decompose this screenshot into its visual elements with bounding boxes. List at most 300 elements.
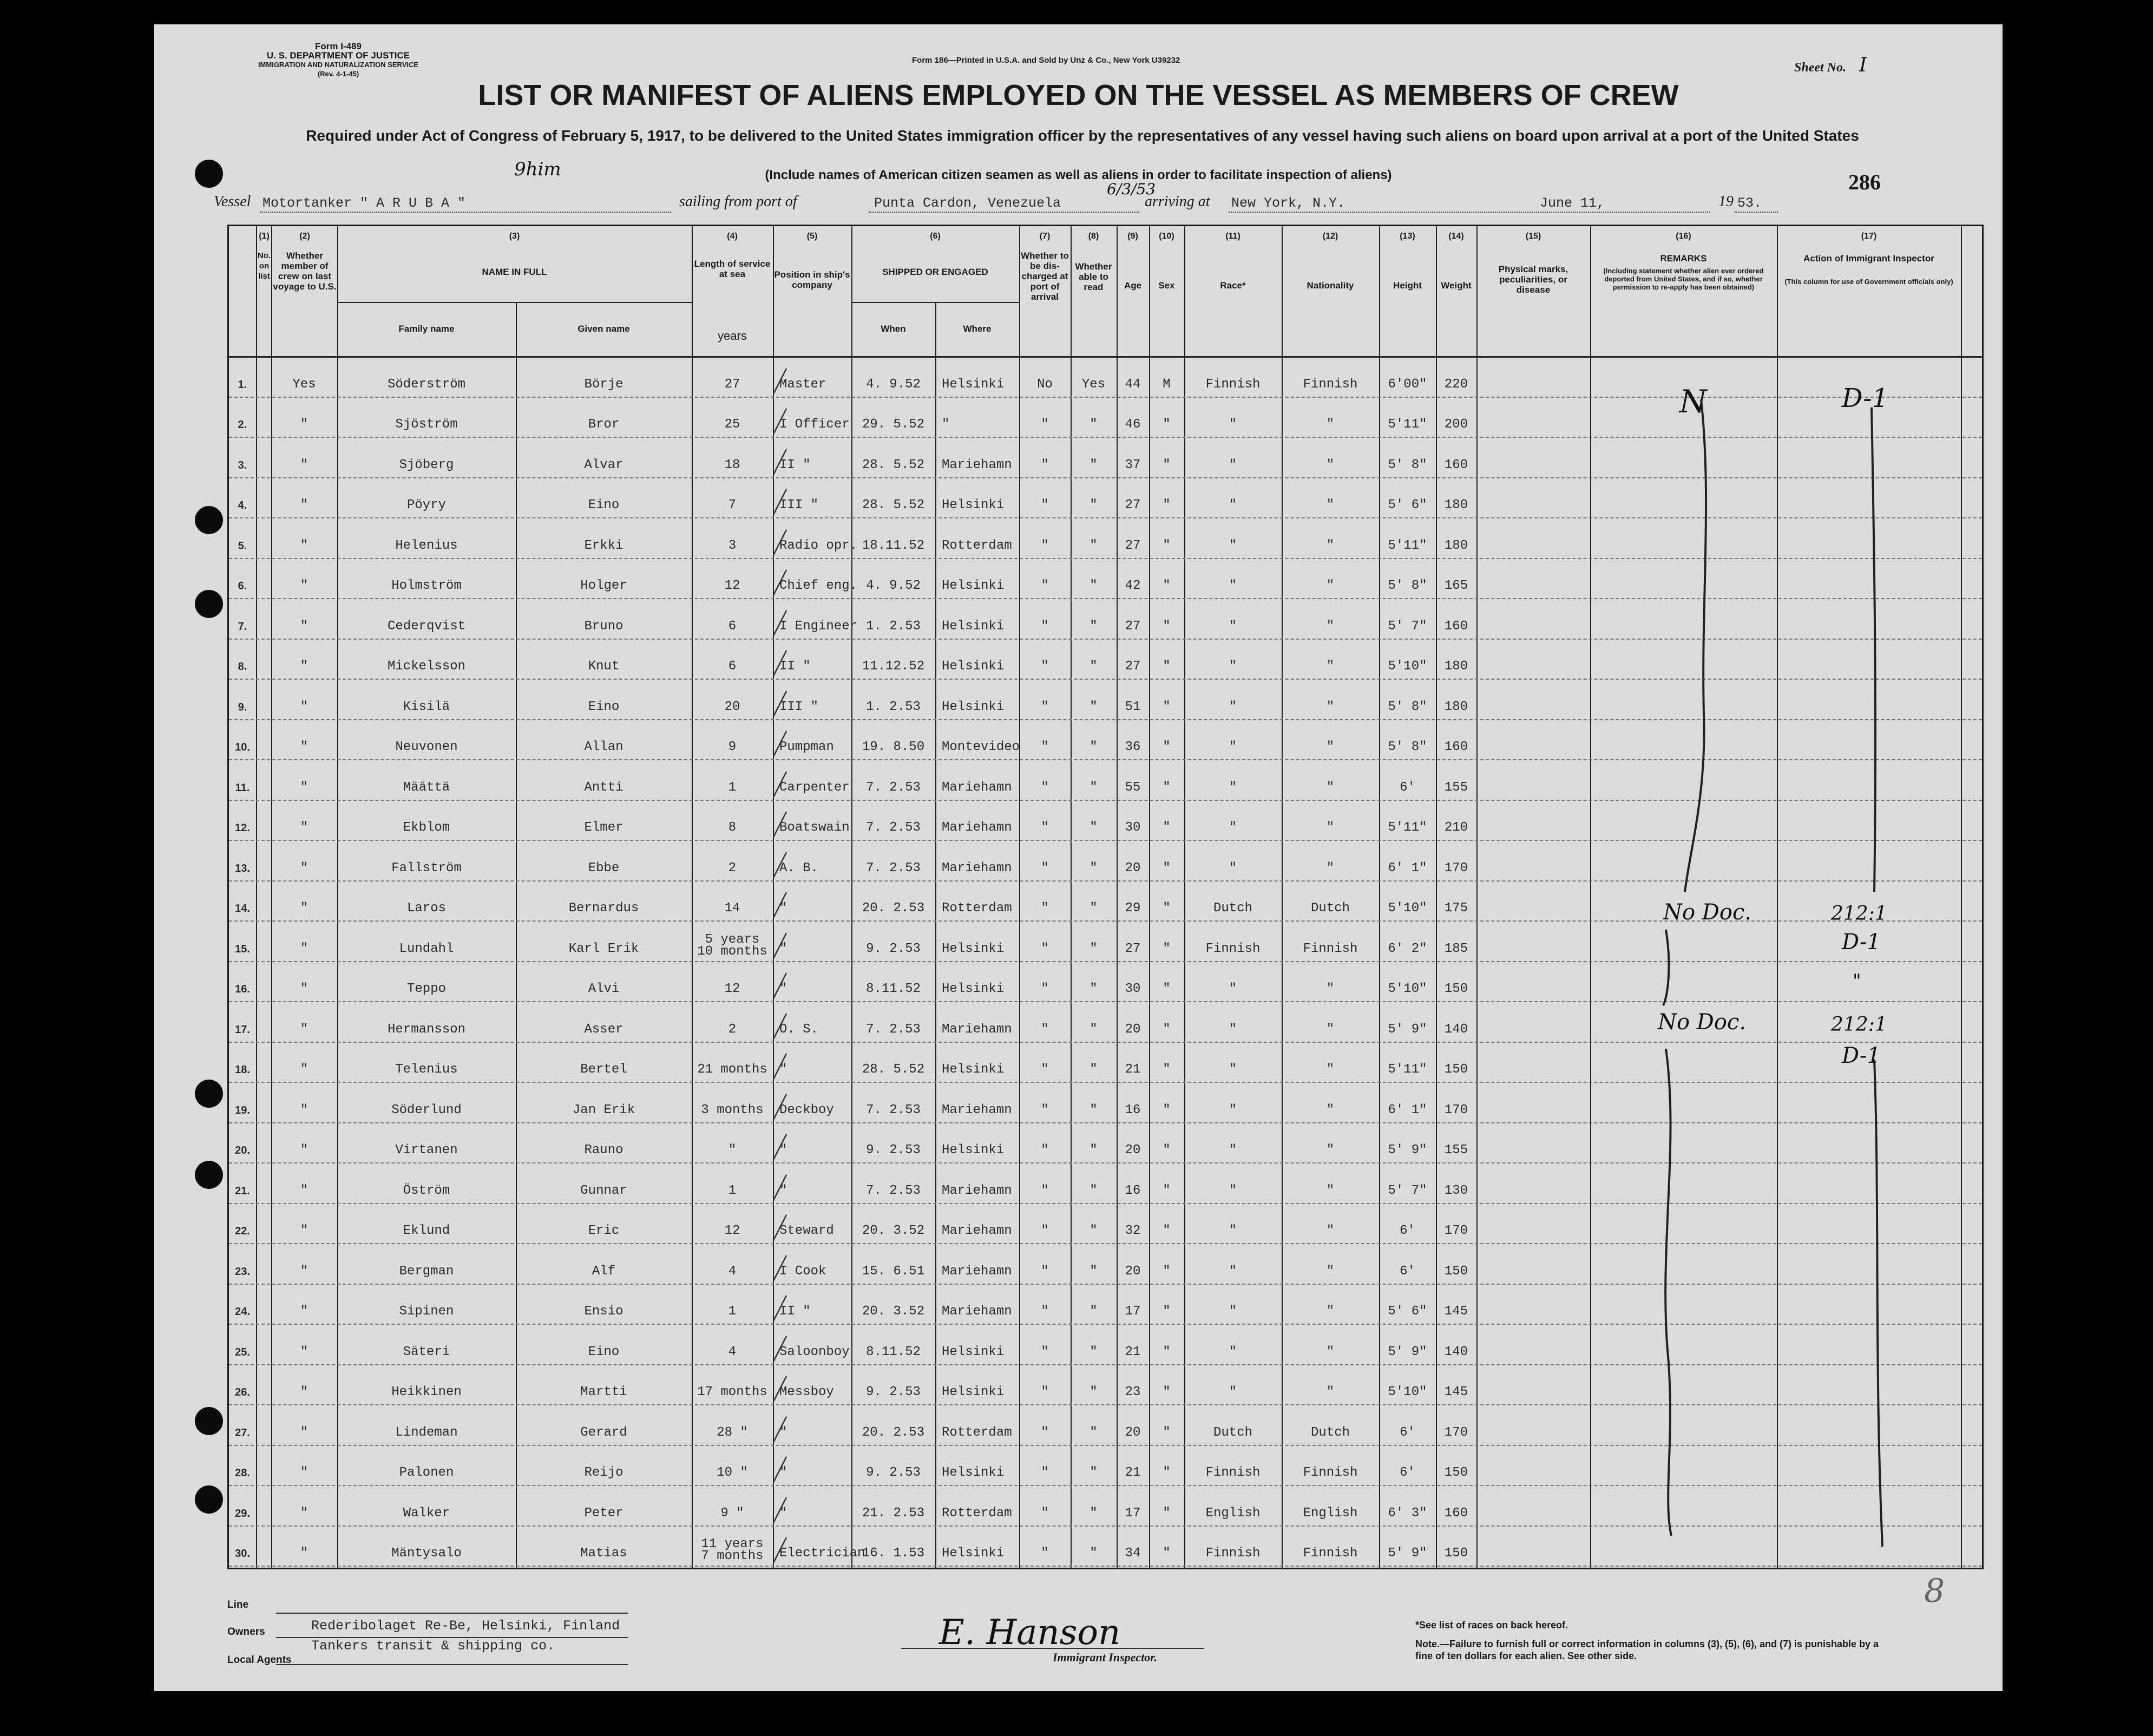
cell-race: " <box>1229 1385 1237 1399</box>
cell-weight: 145 <box>1444 1385 1468 1399</box>
cell-service: 3 <box>728 538 737 553</box>
cell-disch: " <box>1041 619 1049 634</box>
cell-read: " <box>1089 1505 1098 1521</box>
races-note: *See list of races on back hereof. <box>1415 1620 1568 1630</box>
cell-nat: Finnish <box>1303 377 1358 392</box>
cell-disch: " <box>1041 1425 1049 1440</box>
cell-position: " <box>779 1505 787 1521</box>
cell-given: Allan <box>584 740 623 754</box>
cell-age: 46 <box>1125 417 1141 432</box>
cell-family: Söderlund <box>391 1102 462 1117</box>
cell-weight: 150 <box>1444 1465 1468 1480</box>
cell-height: 5' 7" <box>1388 619 1427 634</box>
col-9-num: (9) <box>1127 232 1138 241</box>
col-13-num: (13) <box>1400 232 1415 241</box>
cell-prev: " <box>300 1224 308 1238</box>
cell-age: 23 <box>1125 1385 1141 1399</box>
cell-sex: " <box>1163 417 1171 432</box>
cell-weight: 160 <box>1444 1505 1468 1521</box>
col-14-num: (14) <box>1448 232 1464 241</box>
col-8-label: Whether able to read <box>1075 261 1112 292</box>
cell-read: " <box>1089 1062 1098 1077</box>
cell-where: Mariehamn <box>942 1102 1012 1117</box>
cell-service: 6 <box>728 659 737 674</box>
cell-race: " <box>1229 780 1237 795</box>
cell-weight: 175 <box>1444 901 1468 916</box>
cell-read: " <box>1089 699 1098 714</box>
cell-position: " <box>779 1062 787 1077</box>
act-statement: Required under Act of Congress of February 5, 1917, to be delivered to the United States immigration officer by the representatives of any vessel having such aliens on board upon arrival at a port of the United States <box>306 127 1859 144</box>
cell-race: " <box>1229 538 1237 553</box>
cell-position: Master <box>779 377 826 392</box>
cell-weight: 150 <box>1444 1062 1468 1077</box>
cell-height: 6' <box>1400 1465 1415 1480</box>
hand-drawn-lines <box>229 226 1982 1568</box>
cell-position: " <box>779 941 787 956</box>
cell-family: Mäntysalo <box>391 1546 462 1561</box>
cell-nat: " <box>1326 860 1335 876</box>
cell-disch: " <box>1041 1224 1049 1238</box>
cell-no: 8. <box>238 661 247 673</box>
cell-family: Laros <box>406 901 446 916</box>
cell-age: 51 <box>1125 699 1141 714</box>
col-9-label: Age <box>1124 280 1142 291</box>
printer-note: Form 186—Printed in U.S.A. and Sold by Unz & Co., New York U39232 <box>912 56 1180 65</box>
cell-no: 21. <box>235 1185 250 1197</box>
col-10-num: (10) <box>1159 232 1174 241</box>
cell-race: " <box>1229 1264 1237 1279</box>
cell-sex: " <box>1163 901 1171 916</box>
cell-prev: " <box>300 1183 308 1198</box>
cell-when: 4. 9.52 <box>866 377 921 392</box>
cell-race: " <box>1229 982 1237 996</box>
hand-action-row-14: 212:1 <box>1831 903 1887 925</box>
footer-rule <box>276 1637 628 1638</box>
cell-prev: " <box>300 1425 308 1440</box>
cell-when: 18.11.52 <box>862 538 925 553</box>
cell-service: 27 <box>724 377 740 392</box>
cell-when: 7. 2.53 <box>866 1102 921 1117</box>
handwritten-initial: 9him <box>514 159 561 180</box>
cell-no: 7. <box>238 620 247 633</box>
cell-race: " <box>1229 417 1237 432</box>
cell-when: 28. 5.52 <box>862 1062 925 1077</box>
cell-age: 44 <box>1125 377 1141 392</box>
cell-where: Rotterdam <box>942 538 1012 553</box>
vessel-label: Vessel <box>214 193 251 210</box>
cell-position: II " <box>779 659 811 674</box>
cell-disch: " <box>1041 538 1049 553</box>
cell-sex: " <box>1163 860 1171 876</box>
cell-read: " <box>1089 1465 1098 1480</box>
cell-sex: " <box>1163 1143 1171 1158</box>
cell-weight: 170 <box>1444 1425 1468 1440</box>
cell-when: 7. 2.53 <box>866 1022 921 1037</box>
cell-when: 9. 2.53 <box>866 1385 921 1399</box>
cell-weight: 165 <box>1444 578 1468 593</box>
cell-sex: " <box>1163 1385 1171 1399</box>
cell-when: 1. 2.53 <box>866 699 921 714</box>
cell-nat: " <box>1326 982 1335 996</box>
cell-race: " <box>1229 457 1237 472</box>
cell-given: Rauno <box>584 1143 623 1158</box>
cell-age: 20 <box>1125 1264 1141 1279</box>
cell-where: Rotterdam <box>942 1425 1012 1440</box>
cell-age: 42 <box>1125 578 1141 593</box>
cell-when: 11.12.52 <box>862 659 925 674</box>
cell-where: Rotterdam <box>942 1505 1012 1521</box>
cell-family: Öström <box>403 1183 450 1198</box>
cell-given: Holger <box>580 578 627 593</box>
cell-weight: 180 <box>1444 498 1468 512</box>
cell-when: 20. 3.52 <box>862 1224 925 1238</box>
cell-nat: " <box>1326 417 1335 432</box>
cell-sex: " <box>1163 1546 1171 1561</box>
cell-service: 11 years 7 months <box>701 1537 764 1563</box>
cell-when: 4. 9.52 <box>866 578 921 593</box>
cell-sex: M <box>1163 377 1171 392</box>
cell-prev: " <box>300 740 308 754</box>
cell-when: 16. 1.53 <box>862 1546 925 1561</box>
cell-read: " <box>1089 619 1098 634</box>
cell-when: 28. 5.52 <box>862 457 925 472</box>
year-value: 53. <box>1737 195 1762 211</box>
cell-given: Reijo <box>584 1465 623 1480</box>
cell-nat: " <box>1326 457 1335 472</box>
cell-family: Bergman <box>399 1264 454 1279</box>
cell-no: 22. <box>235 1225 250 1237</box>
cell-nat: " <box>1326 1143 1335 1158</box>
cell-service: 4 <box>728 1264 737 1279</box>
cell-prev: " <box>300 1465 308 1480</box>
cell-where: Mariehamn <box>942 860 1012 876</box>
cell-no: 29. <box>235 1507 250 1520</box>
cell-nat: " <box>1326 1183 1335 1198</box>
cell-when: 7. 2.53 <box>866 780 921 795</box>
cell-prev: " <box>300 457 308 472</box>
col-5-label: Position in ship's company <box>774 269 850 290</box>
col-12-num: (12) <box>1322 232 1338 241</box>
cell-where: Mariehamn <box>942 1224 1012 1238</box>
cell-service: 25 <box>724 417 740 432</box>
cell-height: 6' 2" <box>1388 941 1427 956</box>
cell-read: " <box>1089 982 1098 996</box>
cell-disch: " <box>1041 820 1049 835</box>
cell-height: 5'11" <box>1388 417 1427 432</box>
cell-when: 9. 2.53 <box>866 1465 921 1480</box>
cell-when: 15. 6.51 <box>862 1264 925 1279</box>
cell-no: 3. <box>238 459 247 471</box>
cell-when: 20. 2.53 <box>862 1425 925 1440</box>
cell-family: Sjöström <box>395 417 458 432</box>
col-6-where-label: Where <box>963 324 992 334</box>
cell-sex: " <box>1163 1344 1171 1359</box>
cell-height: 6' <box>1400 780 1415 795</box>
punch-hole <box>195 590 223 618</box>
include-note: (Include names of American citizen seamen as well as aliens in order to facilitate inspection of aliens) <box>765 168 1392 182</box>
cell-given: Peter <box>584 1505 623 1521</box>
cell-prev: " <box>300 1143 308 1158</box>
cell-given: Bror <box>588 417 620 432</box>
cell-race: Finnish <box>1205 941 1261 956</box>
cell-prev: " <box>300 901 308 916</box>
cell-read: " <box>1089 578 1098 593</box>
cell-no: 4. <box>238 499 247 511</box>
cell-race: " <box>1229 1224 1237 1238</box>
cell-age: 20 <box>1125 1425 1141 1440</box>
cell-family: Sjöberg <box>399 457 454 472</box>
col-4-label: Length of service at sea <box>694 259 771 279</box>
cell-weight: 145 <box>1444 1304 1468 1319</box>
cell-nat: " <box>1326 1224 1335 1238</box>
cell-disch: " <box>1041 699 1049 714</box>
cell-position: Chief eng. <box>779 578 858 593</box>
col-12-label: Nationality <box>1307 280 1354 291</box>
cell-disch: " <box>1041 1385 1049 1399</box>
cell-service: 5 years 10 months <box>697 932 767 959</box>
corner-mark: 8 <box>1924 1572 1945 1610</box>
col-1-label: No. on list <box>257 251 271 281</box>
cell-sex: " <box>1163 1022 1171 1037</box>
cell-sex: " <box>1163 820 1171 835</box>
fine-note <box>1415 1638 1881 1662</box>
cell-race: " <box>1229 619 1237 634</box>
cell-family: Walker <box>403 1505 450 1521</box>
cell-family: Pöyry <box>406 498 446 512</box>
cell-sex: " <box>1163 659 1171 674</box>
cell-nat: " <box>1326 619 1335 634</box>
punch-hole <box>195 1485 223 1514</box>
cell-race: " <box>1229 659 1237 674</box>
cell-position: II " <box>779 457 811 472</box>
punch-hole <box>195 506 223 534</box>
inspector-label: Immigrant Inspector. <box>1053 1650 1158 1664</box>
cell-sex: " <box>1163 1183 1171 1198</box>
cell-sex: " <box>1163 699 1171 714</box>
cell-sex: " <box>1163 1425 1171 1440</box>
cell-no: 23. <box>235 1265 250 1278</box>
cell-read: " <box>1089 1183 1098 1198</box>
cell-race: " <box>1229 498 1237 512</box>
cell-when: 8.11.52 <box>866 1344 921 1359</box>
cell-when: 20. 2.53 <box>862 901 925 916</box>
hand-action-row-15: D-1 <box>1842 930 1881 955</box>
col-7-label: Whether to be dis-charged at port of arrival <box>1021 251 1069 302</box>
sailing-value: Punta Cardon, Venezuela <box>874 195 1061 211</box>
cell-position: " <box>779 1465 787 1480</box>
cell-nat: " <box>1326 1022 1335 1037</box>
sailing-label: sailing from port of <box>679 193 797 210</box>
cell-service: 14 <box>724 901 740 916</box>
cell-race: " <box>1229 740 1237 754</box>
cell-where: " <box>942 417 950 432</box>
cell-position: Messboy <box>779 1385 834 1399</box>
year-prefix: 19 <box>1718 193 1734 210</box>
cell-read: " <box>1089 1022 1098 1037</box>
cell-given: Börje <box>584 377 623 392</box>
cell-sex: " <box>1163 538 1171 553</box>
cell-read: " <box>1089 780 1098 795</box>
col-5-num: (5) <box>806 232 818 241</box>
cell-no: 9. <box>238 701 247 713</box>
cell-family: Hermansson <box>387 1022 466 1037</box>
cell-service: " <box>728 1143 737 1158</box>
cell-nat: " <box>1326 1102 1335 1117</box>
cell-family: Teppo <box>406 982 446 996</box>
cell-no: 12. <box>235 822 250 834</box>
cell-position: I Cook <box>779 1264 826 1279</box>
cell-disch: " <box>1041 982 1049 996</box>
cell-given: Jan Erik <box>572 1102 635 1117</box>
note-text: —Failure to furnish full or correct information in columns (3), (5), (6), and (7) is punishable by a fine of ten dollars for each alien. See other side. <box>1415 1639 1879 1661</box>
cell-nat: " <box>1326 1304 1335 1319</box>
cell-where: Helsinki <box>942 498 1005 512</box>
cell-age: 34 <box>1125 1546 1141 1561</box>
cell-service: 12 <box>724 578 740 593</box>
cell-age: 20 <box>1125 1143 1141 1158</box>
cell-nat: English <box>1303 1505 1358 1521</box>
cell-when: 28. 5.52 <box>862 498 925 512</box>
col-2-num: (2) <box>299 232 310 241</box>
cell-weight: 155 <box>1444 1143 1468 1158</box>
cell-age: 16 <box>1125 1183 1141 1198</box>
cell-nat: Dutch <box>1310 1425 1350 1440</box>
col-4-unit: years <box>718 329 747 343</box>
cell-weight: 150 <box>1444 1546 1468 1561</box>
footer-rule <box>276 1613 628 1614</box>
cell-height: 5'11" <box>1388 820 1427 835</box>
cell-service: 20 <box>724 699 740 714</box>
cell-given: Asser <box>584 1022 623 1037</box>
cell-read: " <box>1089 860 1098 876</box>
cell-age: 27 <box>1125 498 1141 512</box>
cell-prev: " <box>300 699 308 714</box>
cell-height: 5' 8" <box>1388 457 1427 472</box>
cell-family: Eklund <box>403 1224 450 1238</box>
cell-height: 6' 1" <box>1388 860 1427 876</box>
cell-weight: 160 <box>1444 740 1468 754</box>
cell-given: Erkki <box>584 538 623 553</box>
cell-family: Ekblom <box>403 820 450 835</box>
cell-service: 1 <box>728 1183 737 1198</box>
cell-given: Bruno <box>584 619 623 634</box>
cell-height: 5'11" <box>1388 538 1427 553</box>
cell-family: Fallström <box>391 860 462 876</box>
cell-prev: " <box>300 1102 308 1117</box>
cell-weight: 170 <box>1444 860 1468 876</box>
cell-service: 8 <box>728 820 737 835</box>
cell-nat: " <box>1326 1385 1335 1399</box>
hand-remark-row-17: No Doc. <box>1658 1010 1747 1035</box>
cell-service: 7 <box>728 498 737 512</box>
col-10-label: Sex <box>1158 280 1175 291</box>
cell-height: 5'10" <box>1388 1385 1427 1399</box>
cell-nat: " <box>1326 538 1335 553</box>
cell-height: 6' <box>1400 1425 1415 1440</box>
col-17-num: (17) <box>1861 232 1877 241</box>
cell-given: Knut <box>588 659 620 674</box>
col-14-label: Weight <box>1441 280 1472 291</box>
col-3-given-label: Given name <box>577 324 630 334</box>
col-4-num: (4) <box>727 232 738 241</box>
cell-given: Ebbe <box>588 860 620 876</box>
cell-disch: " <box>1041 417 1049 432</box>
cell-weight: 185 <box>1444 941 1468 956</box>
cell-given: Bernardus <box>568 901 639 916</box>
cell-sex: " <box>1163 1264 1171 1279</box>
cell-age: 27 <box>1125 659 1141 674</box>
cell-disch: No <box>1037 377 1053 392</box>
cell-height: 5'10" <box>1388 982 1427 996</box>
cell-nat: " <box>1326 740 1335 754</box>
cell-no: 10. <box>235 741 250 753</box>
col-17-label: Action of Immigrant Inspector <box>1803 253 1934 264</box>
cell-where: Helsinki <box>942 1143 1005 1158</box>
cell-family: Helenius <box>395 538 458 553</box>
cell-family: Cederqvist <box>387 619 466 634</box>
dotted-rule <box>1735 212 1778 213</box>
inspector-signature: E. Hanson <box>939 1613 1121 1653</box>
cell-no: 2. <box>238 419 247 431</box>
cell-given: Antti <box>584 780 623 795</box>
cell-read: " <box>1089 1425 1098 1440</box>
cell-age: 20 <box>1125 1022 1141 1037</box>
cell-read: " <box>1089 1102 1098 1117</box>
cell-sex: " <box>1163 740 1171 754</box>
col-6-label: SHIPPED OR ENGAGED <box>882 267 988 277</box>
cell-height: 5' 9" <box>1388 1143 1427 1158</box>
cell-family: Lundahl <box>399 941 454 956</box>
cell-age: 27 <box>1125 941 1141 956</box>
cell-weight: 180 <box>1444 699 1468 714</box>
cell-age: 21 <box>1125 1344 1141 1359</box>
agents-value: Tankers transit & shipping co. <box>311 1638 555 1654</box>
cell-disch: " <box>1041 780 1049 795</box>
cell-race: " <box>1229 1344 1237 1359</box>
cell-sex: " <box>1163 1465 1171 1480</box>
cell-prev: " <box>300 578 308 593</box>
cell-sex: " <box>1163 1304 1171 1319</box>
cell-age: 30 <box>1125 982 1141 996</box>
cell-prev: " <box>300 1546 308 1561</box>
cell-service: 18 <box>724 457 740 472</box>
cell-where: Mariehamn <box>942 1022 1012 1037</box>
cell-prev: " <box>300 417 308 432</box>
cell-no: 14. <box>235 903 250 915</box>
cell-when: 21. 2.53 <box>862 1505 925 1521</box>
cell-given: Elmer <box>584 820 623 835</box>
sheet-number <box>1794 54 1867 76</box>
cell-given: Eino <box>588 699 620 714</box>
stamp-number: 286 <box>1848 170 1881 194</box>
cell-nat: " <box>1326 780 1335 795</box>
hand-action-row-17: 212:1 <box>1831 1014 1887 1036</box>
cell-weight: 180 <box>1444 538 1468 553</box>
cell-height: 5' 7" <box>1388 1183 1427 1198</box>
cell-disch: " <box>1041 1465 1049 1480</box>
cell-race: English <box>1205 1505 1261 1521</box>
cell-sex: " <box>1163 982 1171 996</box>
cell-family: Virtanen <box>395 1143 458 1158</box>
cell-position: Deckboy <box>779 1102 834 1117</box>
cell-race: Dutch <box>1213 1425 1252 1440</box>
col-16-num: (16) <box>1676 232 1691 241</box>
sheet-label: Sheet No. <box>1794 61 1846 75</box>
cell-height: 6' <box>1400 1264 1415 1279</box>
cell-read: " <box>1089 417 1098 432</box>
cell-family: Telenius <box>395 1062 458 1077</box>
cell-no: 25. <box>235 1346 250 1358</box>
